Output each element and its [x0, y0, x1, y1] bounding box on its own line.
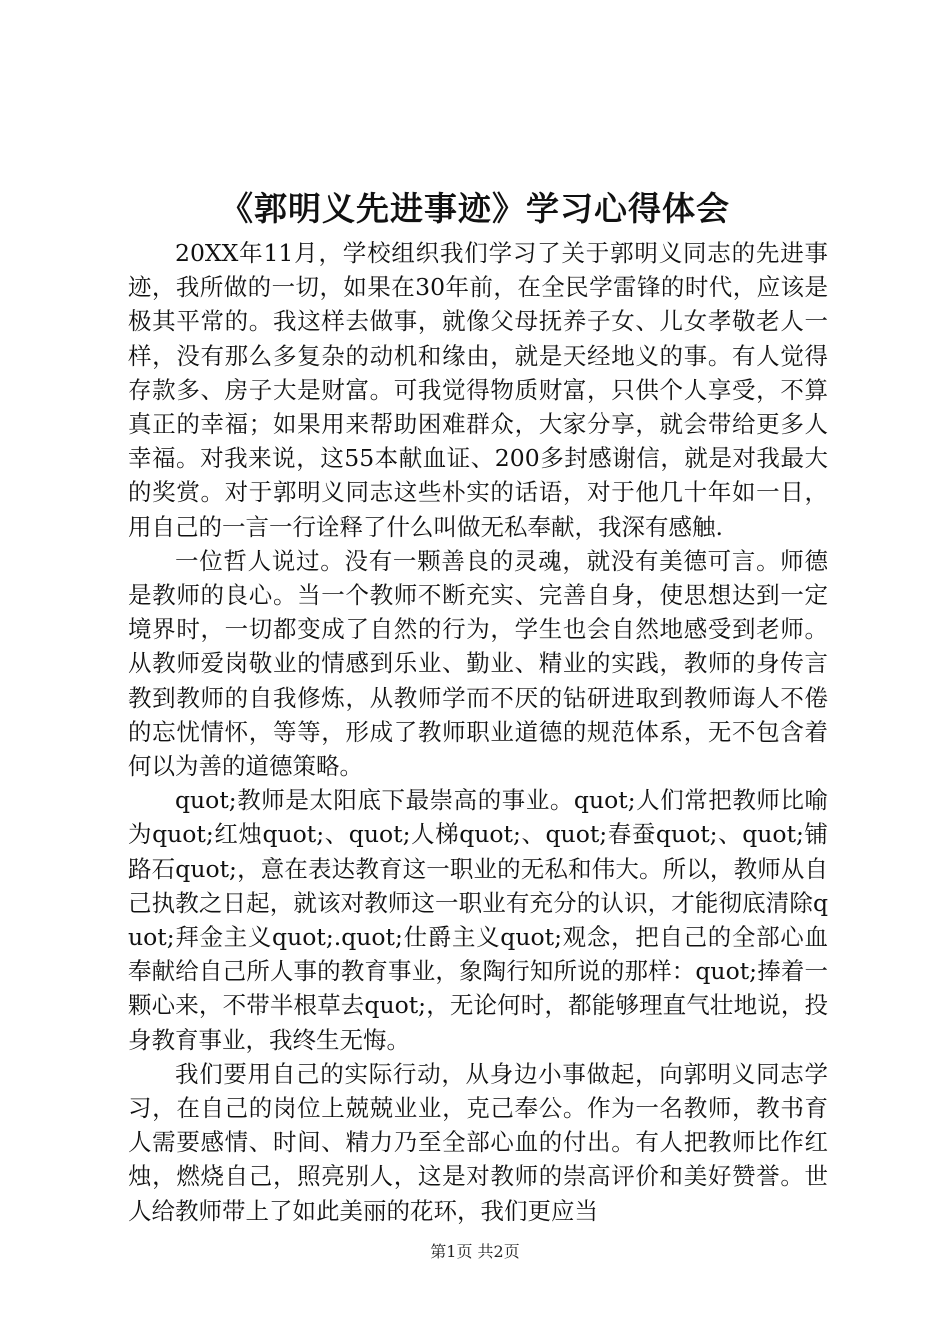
paragraph-2: 一位哲人说过。没有一颗善良的灵魂，就没有美德可言。师德是教师的良心。当一个教师不断充实、完善自身，使思想达到一定境界时，一切都变成了自然的行为，学生也会自然地感受到老师。从教师爱岗敬业的情感到乐业、勤业、精业的实践，教师的身传言教到教师的自我修炼，从教师学而不厌的钻研进取到教师诲人不倦的忘忧情怀，等等，形成了教师职业道德的规范体系，无不包含着何以为善的道德策略。 — [128, 546, 828, 781]
paragraph-3: quot;教师是太阳底下最崇高的事业。quot;人们常把教师比喻为quot;红烛quot;、quot;人梯quot;、quot;春蚕quot;、quot;铺路石quot;，意在表达教育这一职业的无私和伟大。所以，教师从自己执教之日起，就该对教师这一职业有充分的认识，才能彻底清除quot;拜金主义quot;.quot;仕爵主义quot;观念，把自己的全部心血奉献给自己所人事的教育事业，象陶行知所说的那样：quot;捧着一颗心来，不带半根草去quot;，无论何时，都能够理直气壮地说，投身教育事业，我终生无悔。 — [128, 786, 828, 1054]
document-body — [128, 236, 828, 1228]
page-footer: 第1页 共2页 — [430, 1242, 520, 1261]
paragraph-4: 我们要用自己的实际行动，从身边小事做起，向郭明义同志学习，在自己的岗位上兢兢业业，克己奉公。作为一名教师，教书育人需要感情、时间、精力乃至全部心血的付出。有人把教师比作红烛，燃烧自己，照亮别人，这是对教师的崇高评价和美好赞誉。世人给教师带上了如此美丽的花环，我们更应当 — [128, 1059, 828, 1225]
document-title: 《郭明义先进事迹》学习心得体会 — [220, 189, 730, 228]
paragraph-1: 20XX年11月，学校组织我们学习了关于郭明义同志的先进事迹，我所做的一切，如果在30年前，在全民学雷锋的时代，应该是极其平常的。我这样去做事，就像父母抚养子女、儿女孝敬老人一样，没有那么多复杂的动机和缘由，就是天经地义的事。有人觉得存款多、房子大是财富。可我觉得物质财富，只供个人享受，不算真正的幸福；如果用来帮助困难群众，大家分享，就会带给更多人幸福。对我来说，这55本献血证、200多封感谢信，就是对我最大的奖赏。对于郭明义同志这些朴实的话语，对于他几十年如一日，用自己的一言一行诠释了什么叫做无私奉献，我深有感触. — [128, 239, 828, 541]
